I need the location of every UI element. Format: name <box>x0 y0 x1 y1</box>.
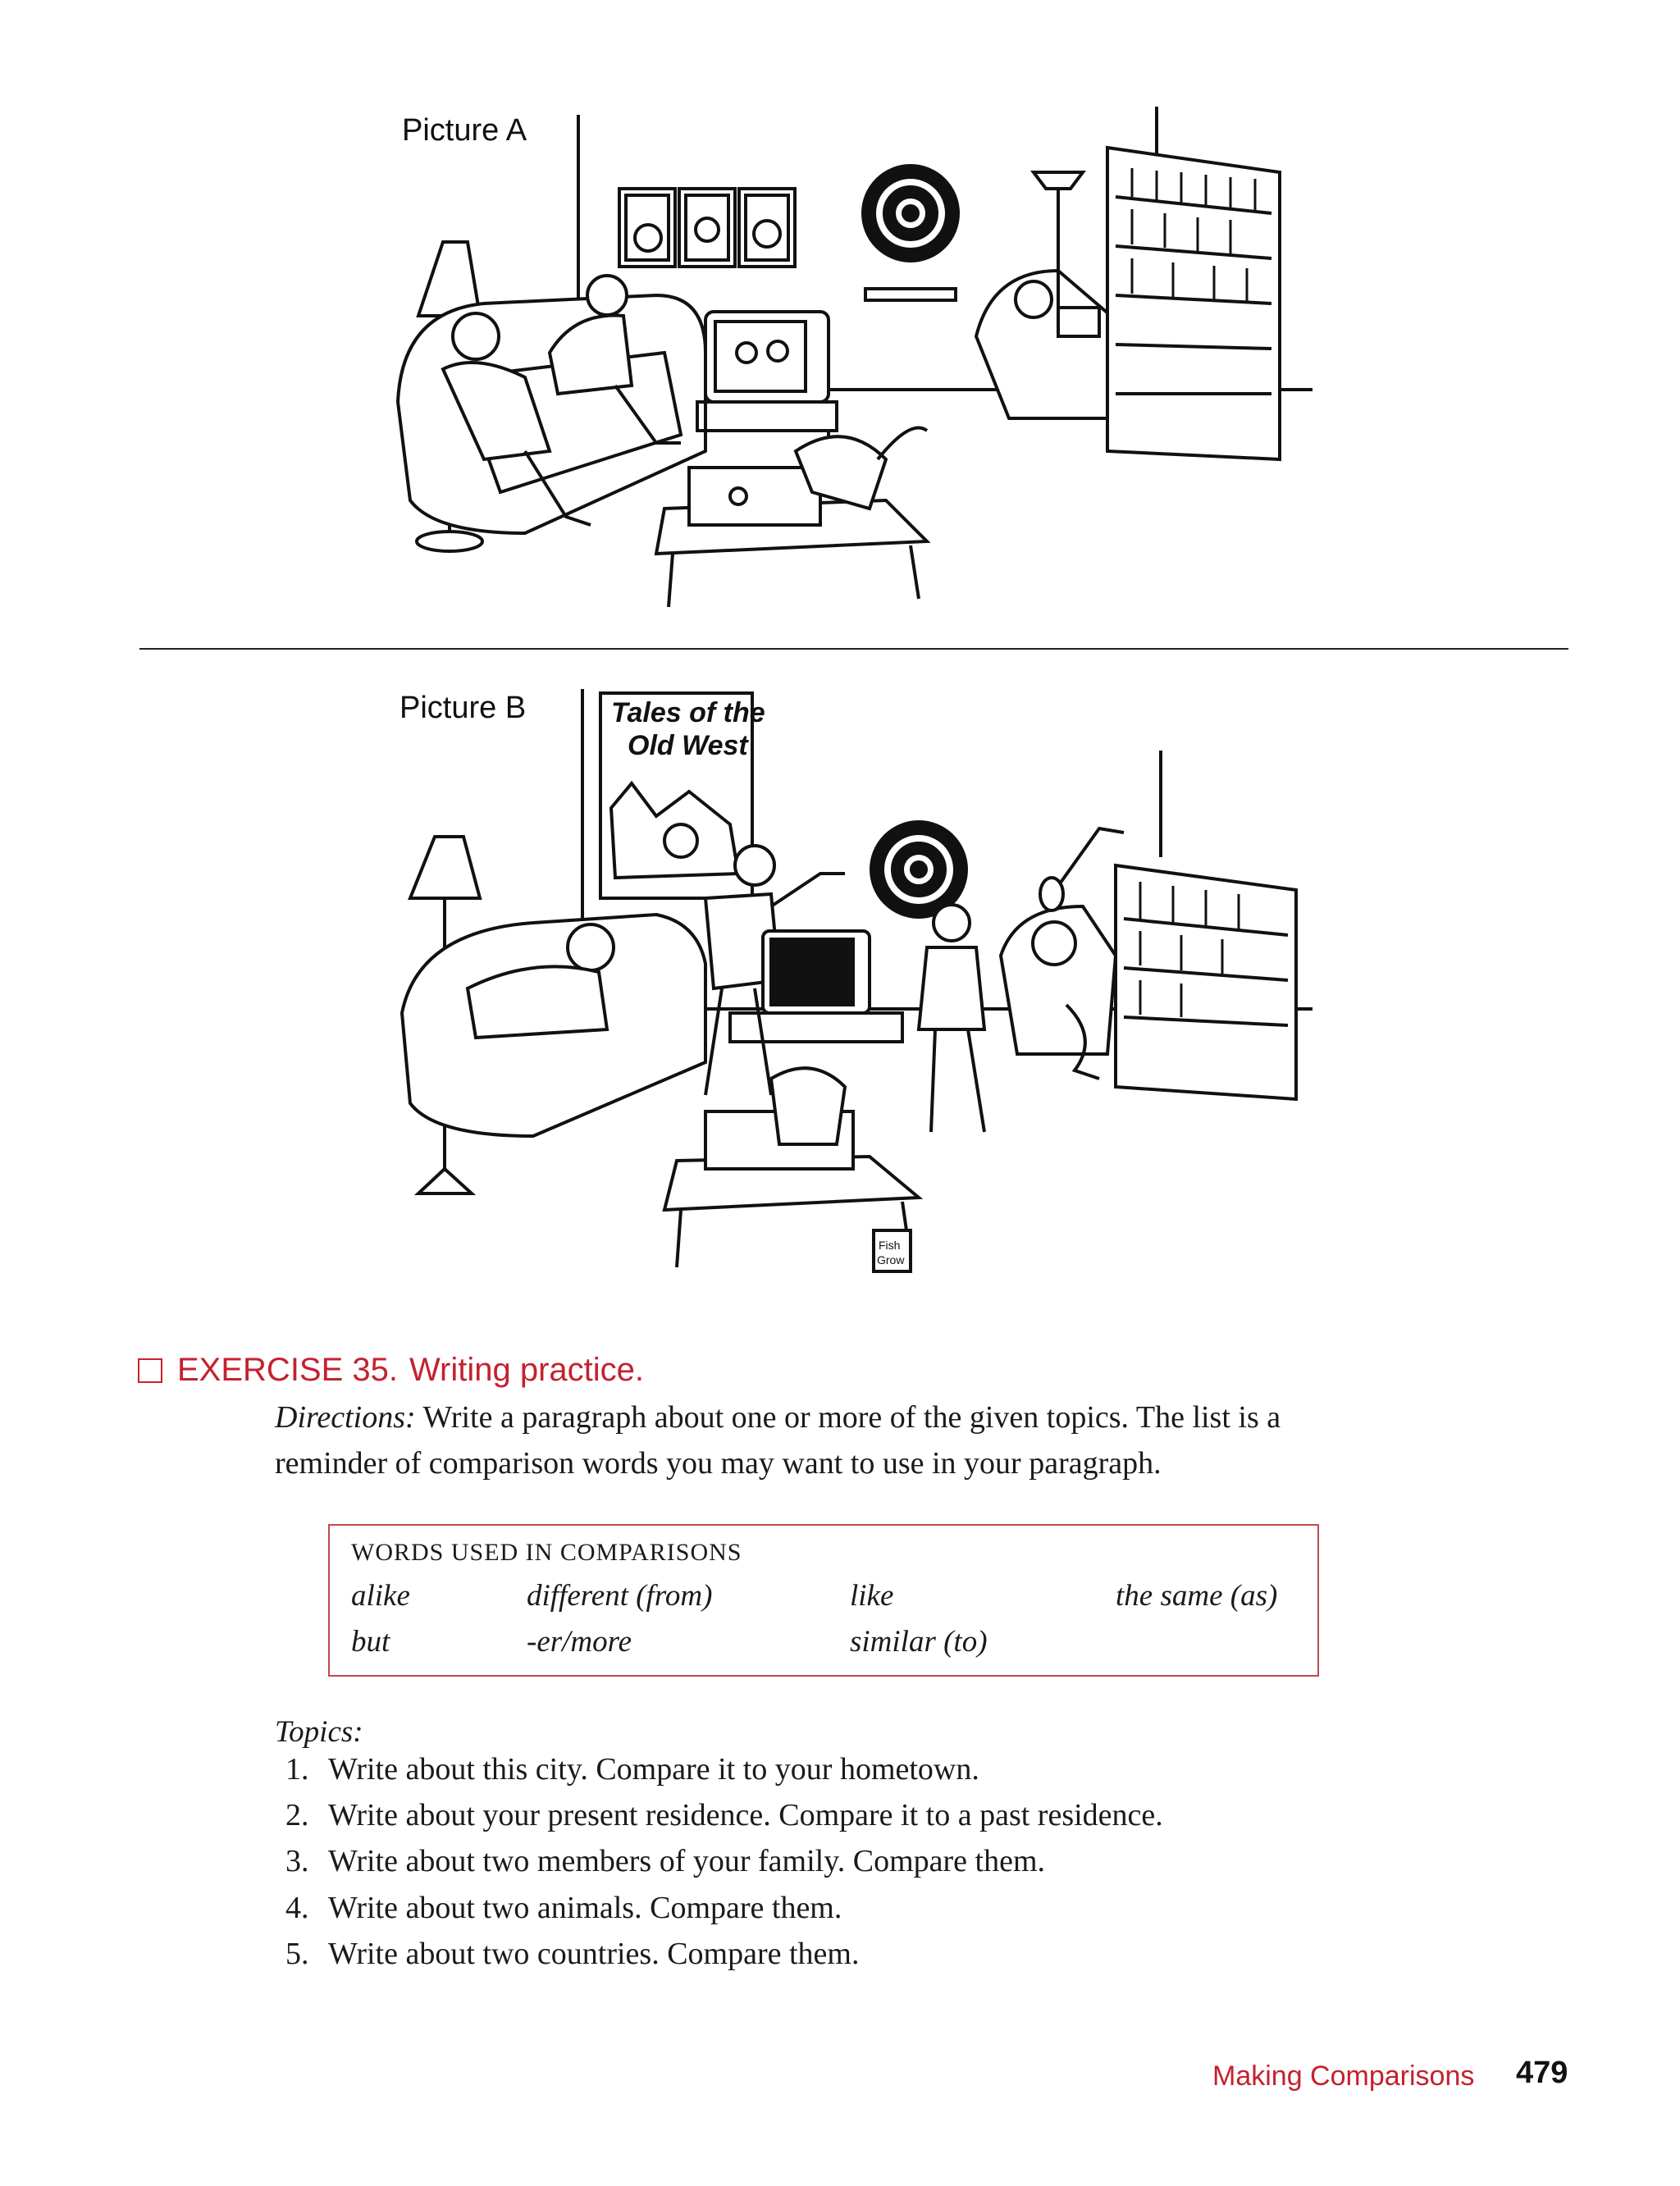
directions-label: Directions: <box>275 1400 416 1435</box>
topic-text: Write about this city. Compare it to your hometown. <box>328 1752 979 1787</box>
topic-number: 2. <box>285 1798 309 1832</box>
bookcase <box>1116 865 1296 1099</box>
poster-title-line2: Old West <box>628 730 748 761</box>
word-but: but <box>351 1625 390 1659</box>
desk-lamp <box>1040 828 1124 910</box>
tv <box>697 312 837 451</box>
topic-number: 3. <box>285 1844 309 1878</box>
separator-rule <box>139 648 1568 650</box>
topic-item <box>285 1751 979 1787</box>
topic-item <box>285 1890 842 1926</box>
picture-b-label: Picture B <box>399 691 527 725</box>
sofa <box>402 915 705 1136</box>
bookcase <box>1107 148 1280 459</box>
checkbox-icon[interactable] <box>138 1358 162 1383</box>
word-er-more: -er/more <box>527 1625 632 1659</box>
picture-a-label: Picture A <box>402 113 527 148</box>
sofa <box>398 295 705 533</box>
box-label-line2: Grow <box>877 1253 905 1266</box>
word-different-from: different (from) <box>527 1579 713 1613</box>
topic-text: Write about two countries. Compare them. <box>328 1937 860 1971</box>
topic-number: 4. <box>285 1891 309 1925</box>
exercise-number: EXERCISE 35. <box>177 1352 399 1388</box>
framed-pictures <box>619 189 795 267</box>
directions-text-line2: reminder of comparison words you may want to use in your paragraph. <box>275 1446 1162 1481</box>
topic-text: Write about two animals. Compare them. <box>328 1891 842 1925</box>
exercise-heading <box>138 1352 644 1389</box>
word-like: like <box>850 1579 894 1613</box>
picture-b-illustration <box>386 685 1321 1276</box>
footer-chapter-title: Making Comparisons <box>1212 2060 1475 2092</box>
picture-a-illustration <box>386 107 1321 615</box>
poster-title-line1: Tales of the <box>611 697 765 728</box>
directions-text-line1: Write a paragraph about one or more of the given topics. The list is a <box>422 1400 1281 1435</box>
topic-item <box>285 1843 1045 1879</box>
box-label-line1: Fish <box>879 1239 901 1252</box>
topic-text: Write about your present residence. Compare it to a past residence. <box>328 1798 1163 1832</box>
comparison-words-title: WORDS USED IN COMPARISONS <box>351 1539 742 1566</box>
topics-label: Topics: <box>275 1715 363 1749</box>
word-the-same-as: the same (as) <box>1116 1579 1278 1613</box>
dartboard-icon <box>871 822 966 917</box>
exercise-title: Writing practice. <box>409 1352 645 1388</box>
comparison-words-box <box>328 1524 1319 1677</box>
directions-paragraph <box>275 1394 1489 1486</box>
armchair-girl <box>976 271 1116 418</box>
word-alike: alike <box>351 1579 410 1613</box>
armchair-mermaid <box>1001 906 1116 1079</box>
topic-item <box>285 1936 859 1972</box>
dartboard-icon <box>863 166 958 300</box>
topic-text: Write about two members of your family. Compare them. <box>328 1844 1045 1878</box>
girl-standing <box>919 905 984 1132</box>
topic-number: 1. <box>285 1752 309 1787</box>
topic-number: 5. <box>285 1937 309 1971</box>
page-number: 479 <box>1516 2056 1568 2090</box>
word-similar-to: similar (to) <box>850 1625 988 1659</box>
topic-item <box>285 1797 1163 1833</box>
